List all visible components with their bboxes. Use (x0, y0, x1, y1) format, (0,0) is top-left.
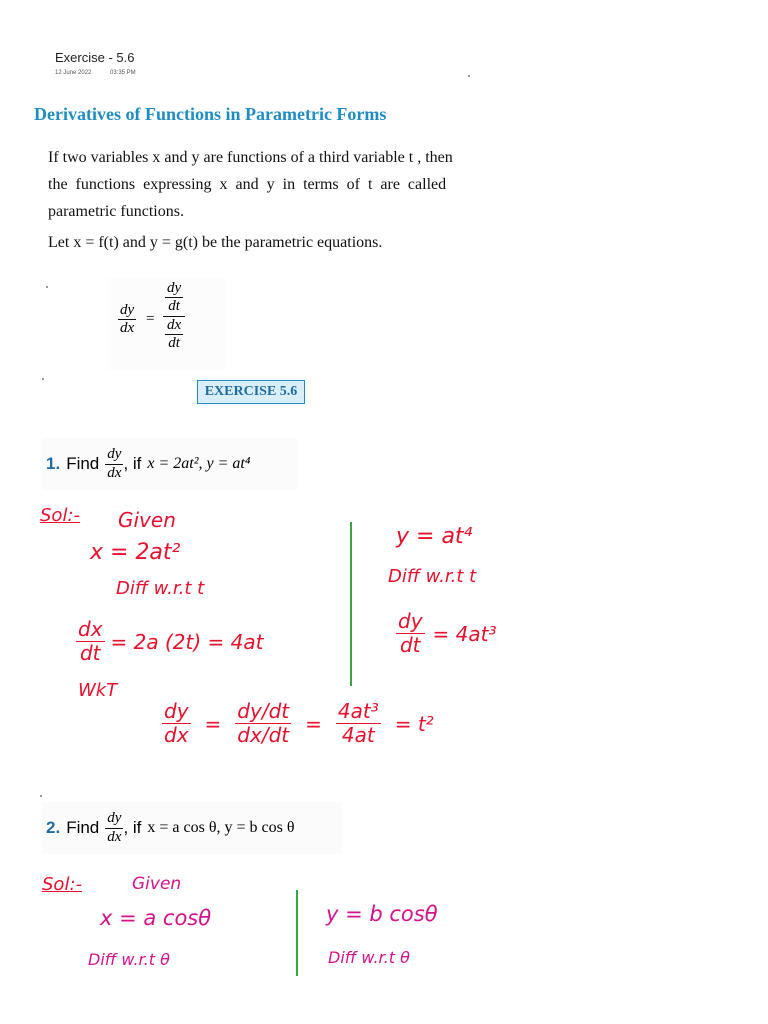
parametric-formula (108, 278, 226, 370)
final-frac2-den: dx/dt (237, 723, 290, 747)
final-frac1-den: dx (164, 723, 189, 747)
dx-dt-line (76, 618, 263, 665)
exercise-badge: EXERCISE 5.6 (197, 380, 305, 404)
y-diff-note: Diff w.r.t t (388, 566, 477, 587)
question-frac-num: dy (105, 810, 123, 828)
solution-given: Given (132, 874, 182, 894)
question-find: Find (66, 454, 100, 473)
para-line-1: If two variables x and y are functions of a third variable t , then (48, 149, 453, 166)
y-diff-note: Diff w.r.t θ (328, 948, 410, 967)
y-equation: y = at⁴ (396, 524, 473, 549)
formula-lhs-den: dx (120, 320, 135, 337)
question-find: Find (66, 818, 100, 837)
dy-frac-den: dt (399, 633, 421, 657)
question-if: , if (123, 454, 142, 473)
dy-frac-num: dy (398, 609, 423, 633)
page-title: Exercise - 5.6 (55, 50, 135, 65)
stray-dot (42, 378, 44, 380)
question-frac-num: dy (105, 446, 123, 464)
x-equation: x = a cosθ (100, 906, 212, 930)
dy-rhs: = 4at³ (432, 621, 497, 646)
para-line-3: parametric functions. (48, 203, 184, 220)
divider-line (296, 890, 298, 976)
solution-given: Given (118, 508, 176, 532)
solution-label: Sol:- (42, 874, 82, 895)
final-frac2-num: dy/dt (237, 699, 290, 723)
x-equation: x = 2at² (90, 540, 181, 565)
final-result: = t² (394, 711, 434, 736)
question-equation: x = a cos θ, y = b cos θ (147, 819, 295, 836)
question-1 (42, 438, 298, 490)
y-equation: y = b cosθ (326, 902, 438, 926)
question-number: 2. (46, 818, 61, 837)
question-equation: x = 2at², y = at⁴ (147, 455, 251, 472)
formula-equals: = (146, 311, 155, 327)
dx-frac-num: dx (78, 617, 103, 641)
dx-rhs: = 2a (2t) = 4at (110, 629, 264, 654)
stray-dot (40, 795, 42, 797)
formula-top-den: dt (168, 298, 180, 315)
question-number: 1. (46, 454, 61, 473)
wkt-label: WkT (78, 680, 118, 701)
note-time: 03:35 PM (110, 70, 136, 76)
final-eq1: = (204, 711, 222, 736)
stray-dot (46, 286, 48, 288)
x-diff-note: Diff w.r.t θ (88, 950, 170, 969)
para-line-2: the functions expressing x and y in terms of t are called (48, 176, 447, 193)
divider-line (350, 522, 352, 686)
question-frac-den: dx (107, 828, 122, 845)
final-frac3-den: 4at (341, 723, 375, 747)
question-2 (42, 802, 342, 854)
section-heading: Derivatives of Functions in Parametric Forms (34, 104, 387, 124)
final-frac1-num: dy (164, 699, 189, 723)
final-derivation (162, 700, 434, 747)
x-diff-note: Diff w.r.t t (116, 578, 205, 599)
note-date: 12 June 2022 (55, 70, 92, 76)
formula-bot-num: dx (165, 317, 183, 335)
stray-dot (468, 75, 470, 77)
formula-lhs-num: dy (118, 302, 136, 320)
dy-dt-line (396, 610, 497, 657)
final-eq2: = (305, 711, 322, 736)
final-frac3-num: 4at³ (337, 699, 379, 723)
solution-label: Sol:- (40, 505, 80, 526)
formula-top-num: dy (165, 280, 183, 298)
para-line-4: Let x = f(t) and y = g(t) be the parametric equations. (48, 234, 383, 251)
dx-frac-den: dt (79, 641, 101, 665)
formula-bot-den: dt (168, 334, 180, 351)
question-frac-den: dx (107, 464, 122, 481)
question-if: , if (123, 818, 142, 837)
